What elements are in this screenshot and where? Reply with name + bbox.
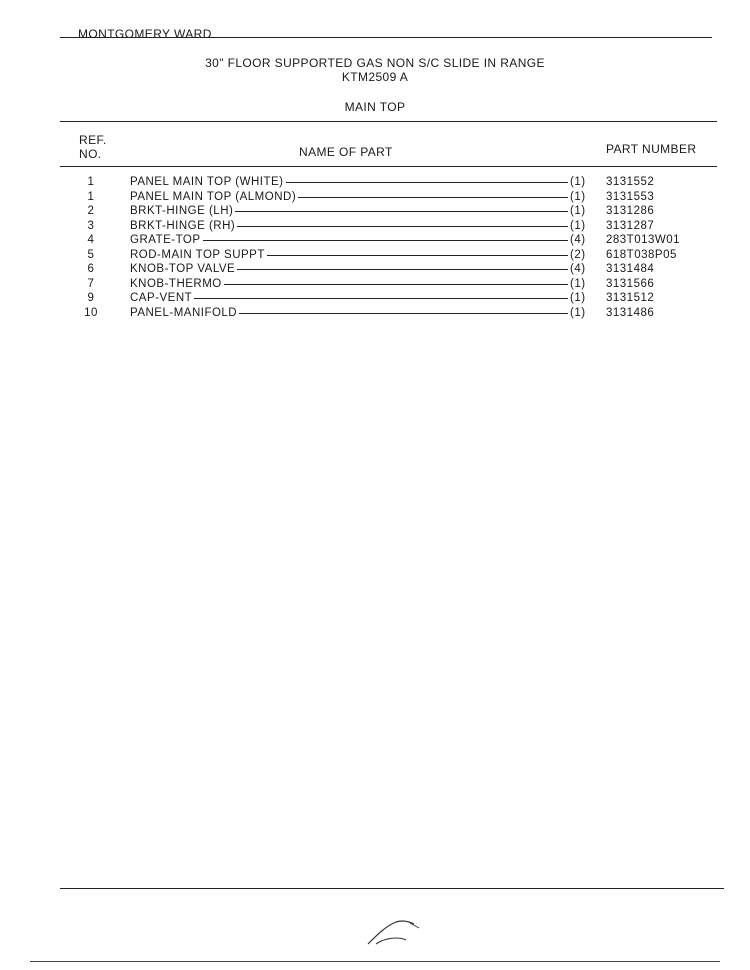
quantity: (1) <box>570 176 586 188</box>
part-number: 3131566 <box>606 277 655 290</box>
leader-line <box>267 255 568 256</box>
bottom-rule <box>60 888 724 889</box>
part-name-cell <box>130 306 568 320</box>
part-name: KNOB-THERMO <box>130 277 222 290</box>
part-name-cell <box>130 262 568 276</box>
part-number: 3131486 <box>606 306 655 319</box>
table-row <box>0 262 750 277</box>
part-number: 3131287 <box>606 219 655 232</box>
leader-line <box>235 211 568 212</box>
top-rule <box>60 37 712 38</box>
ref-number: 5 <box>87 248 95 261</box>
quantity: (1) <box>570 205 586 217</box>
ref-number: 3 <box>87 219 95 232</box>
ref-number: 1 <box>87 176 95 188</box>
part-number: 3131286 <box>606 205 655 217</box>
table-row <box>0 277 750 292</box>
ref-number: 6 <box>87 263 95 275</box>
quantity: (1) <box>570 277 586 290</box>
part-name-cell <box>130 233 568 247</box>
part-name-cell <box>130 204 568 218</box>
part-name: BRKT-HINGE (LH) <box>130 205 234 217</box>
table-row <box>0 248 750 263</box>
ref-number: 7 <box>87 277 95 290</box>
part-name-cell <box>130 219 568 233</box>
leader-line <box>239 313 568 314</box>
column-header-ref: REF. <box>79 133 107 147</box>
table-header-rule-bottom <box>60 166 717 167</box>
leader-line <box>224 284 568 285</box>
leader-line <box>237 269 568 270</box>
quantity: (4) <box>570 234 586 246</box>
part-name: PANEL MAIN TOP (WHITE) <box>130 176 284 188</box>
leader-line <box>203 240 568 241</box>
ref-number: 2 <box>87 205 95 217</box>
section-title: MAIN TOP <box>344 100 406 114</box>
quantity: (2) <box>570 248 586 261</box>
part-name: PANEL-MANIFOLD <box>130 306 238 319</box>
model-number: KTM2509 A <box>341 70 409 84</box>
table-row <box>0 291 750 306</box>
quantity: (1) <box>570 190 586 203</box>
brand-name: MONTGOMERY WARD <box>78 27 212 41</box>
table-row <box>0 306 750 321</box>
table-row <box>0 190 750 205</box>
part-name-cell <box>130 291 568 305</box>
scribble-mark-icon <box>364 914 424 948</box>
column-header-name: NAME OF PART <box>299 145 393 159</box>
table-row <box>0 219 750 234</box>
part-number: 3131484 <box>606 263 655 275</box>
quantity: (1) <box>570 292 586 304</box>
ref-number: 9 <box>87 292 95 304</box>
part-name: ROD-MAIN TOP SUPPT <box>130 248 265 261</box>
column-header-no: NO. <box>79 147 102 161</box>
part-number: 283T013W01 <box>606 234 681 246</box>
quantity: (1) <box>570 219 586 232</box>
table-row <box>0 175 750 190</box>
part-name: CAP-VENT <box>130 292 193 304</box>
part-name-cell <box>130 190 568 204</box>
table-header-rule-top <box>60 121 717 122</box>
ref-number: 4 <box>87 234 95 246</box>
leader-line <box>237 226 568 227</box>
part-name-cell <box>130 277 568 291</box>
ref-number: 10 <box>84 306 98 319</box>
part-name: PANEL MAIN TOP (ALMOND) <box>130 190 297 203</box>
part-name: KNOB-TOP VALVE <box>130 263 236 275</box>
table-row <box>0 233 750 248</box>
column-header-part-number: PART NUMBER <box>606 142 697 156</box>
part-number: 3131512 <box>606 292 655 304</box>
part-name-cell <box>130 175 568 189</box>
part-name: GRATE-TOP <box>130 234 201 246</box>
part-name-cell <box>130 248 568 262</box>
quantity: (4) <box>570 263 586 275</box>
ref-number: 1 <box>87 190 95 203</box>
leader-line <box>194 298 568 299</box>
document-title: 30" FLOOR SUPPORTED GAS NON S/C SLIDE IN RANGE <box>205 56 545 70</box>
leader-line <box>286 182 569 183</box>
footer-rule <box>30 961 720 962</box>
part-number: 3131552 <box>606 176 655 188</box>
part-number: 618T038P05 <box>606 248 677 261</box>
parts-list <box>0 175 750 320</box>
part-name: BRKT-HINGE (RH) <box>130 219 236 232</box>
leader-line <box>298 197 568 198</box>
part-number: 3131553 <box>606 190 655 203</box>
table-row <box>0 204 750 219</box>
quantity: (1) <box>570 306 586 319</box>
